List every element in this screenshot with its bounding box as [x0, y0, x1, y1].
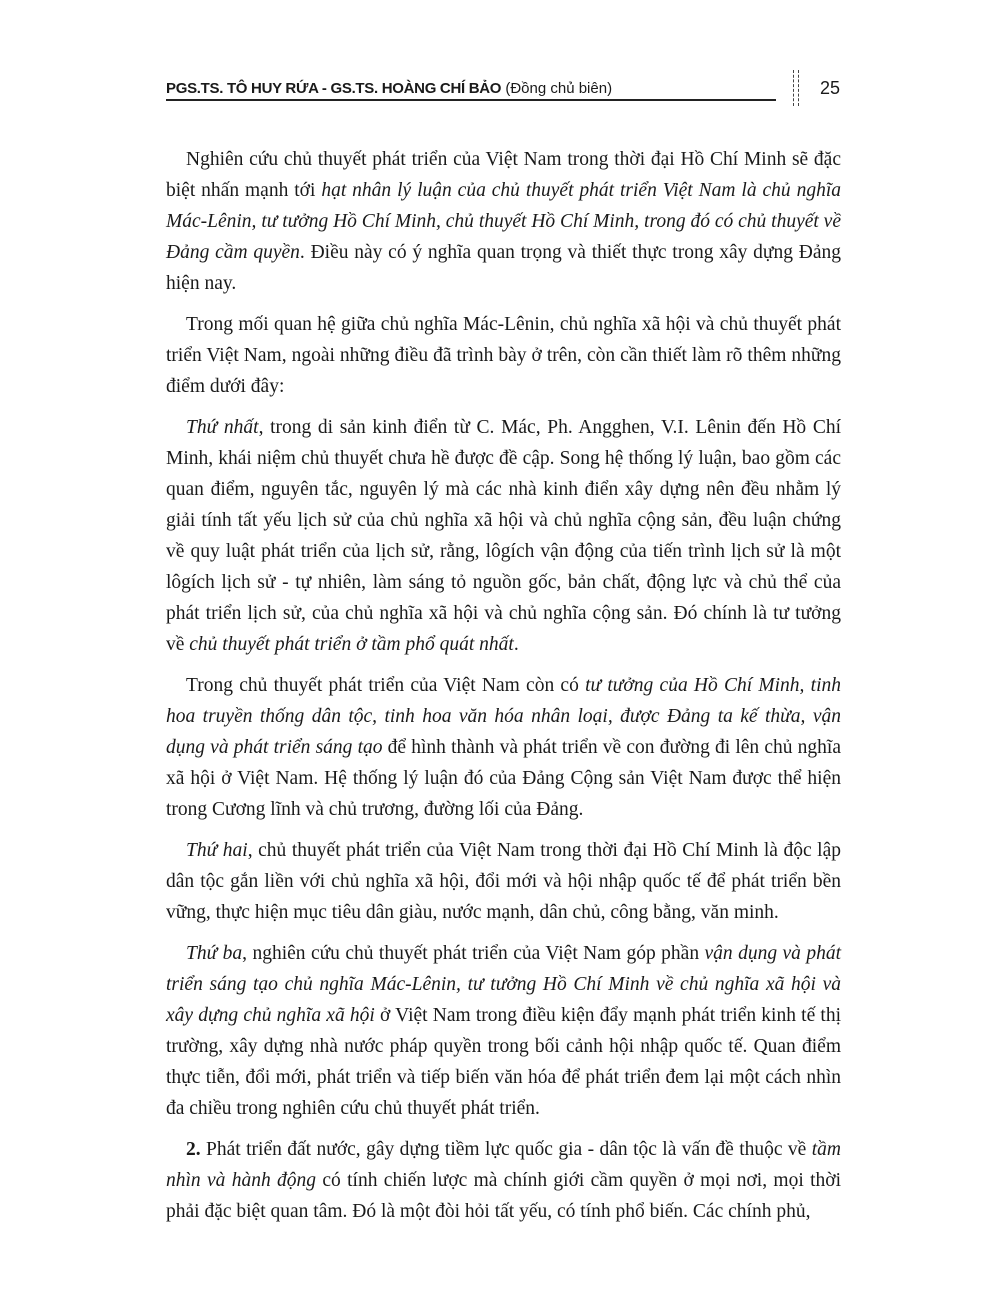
italic-text: Thứ hai [186, 840, 248, 861]
running-header [166, 80, 776, 101]
italic-text: hạt nhân lý luận của chủ thuyết phát triển Việt Nam là chủ nghĩa Mác-Lênin, tư tưởng Hồ Chí Minh, chủ thuyết Hồ Chí Minh, trong đó có chủ thuyết về Đảng cầm quyền [166, 180, 841, 263]
paragraph [166, 938, 841, 1124]
italic-text: Thứ nhất [186, 417, 259, 438]
paragraph [166, 144, 841, 299]
text: , nghiên cứu chủ thuyết phát triển của Việt Nam góp phần [242, 943, 705, 964]
header-role: (Đồng chủ biên) [505, 80, 613, 97]
italic-text: vận dụng và phát triển sáng tạo chủ nghĩa Mác-Lênin, tư tưởng Hồ Chí Minh về chủ nghĩa xã hội và xây dựng chủ nghĩa xã hội [166, 943, 842, 1026]
page-number: 25 [820, 78, 841, 98]
paragraph [166, 835, 841, 928]
text: Trong chủ thuyết phát triển của Việt Nam còn có [186, 675, 586, 696]
text: có tính chiến lược mà chính giới cầm quyền ở mọi nơi, mọi thời phải đặc biệt quan tâm. Đó là một đòi hỏi tất yếu, có tính phổ biến. Các chính phủ, [166, 1170, 841, 1222]
paragraph [166, 1134, 841, 1227]
text: , trong di sản kinh điển từ C. Mác, Ph. Angghen, V.I. Lênin đến Hồ Chí Minh, khái niệm chủ thuyết chưa hề được đề cập. Song hệ thống lý luận, bao gồm các quan điểm, nguyên tắc, nguyên lý mà các nhà kinh điển xây dựng nên đều nhằm lý giải tính tất yếu lịch sử của chủ nghĩa xã hội và chủ nghĩa cộng sản, đều luận chứng về quy luật phát triển của lịch sử, rằng, lôgích vận động của tiến trình lịch sử là một lôgích lịch sử - tự nhiên, làm sáng tỏ nguồn gốc, bản chất, động lực và chủ thể của phát triển lịch sử, của chủ nghĩa xã hội và chủ nghĩa cộng sản. Đó chính là tư tưởng về [166, 417, 841, 655]
bold-text: 2. [186, 1139, 201, 1160]
text: Nghiên cứu chủ thuyết phát triển của Việt Nam trong thời đại Hồ Chí Minh sẽ đặc biệt nhấn mạnh tới [166, 149, 841, 201]
text: ở Việt Nam trong điều kiện đẩy mạnh phát triển kinh tế thị trường, xây dựng nhà nước pháp quyền trong bối cảnh hội nhập quốc tế. Quan điểm thực tiễn, đổi mới, phát triển và tiếp biến văn hóa để phát triển đem lại một cách nhìn đa chiều trong nghiên cứu chủ thuyết phát triển. [166, 1005, 842, 1119]
text: để hình thành và phát triển về con đường đi lên chủ nghĩa xã hội ở Việt Nam. Hệ thống lý luận đó của Đảng Cộng sản Việt Nam được thể hiện trong Cương lĩnh và chủ trương, đường lối của Đảng. [166, 737, 841, 820]
body-text [166, 144, 841, 1237]
italic-text: Thứ ba [186, 943, 243, 964]
italic-text: tầm nhìn và hành động [166, 1139, 841, 1191]
italic-text: tư tưởng của Hồ Chí Minh, tinh hoa truyền thống dân tộc, tinh hoa văn hóa nhân loại, được Đảng ta kế thừa, vận dụng và phát triển sáng tạo [166, 675, 841, 758]
text: , chủ thuyết phát triển của Việt Nam trong thời đại Hồ Chí Minh là độc lập dân tộc gắn liền với chủ nghĩa xã hội, đổi mới và hội nhập quốc tế để phát triển bền vững, thực hiện mục tiêu dân giàu, nước mạnh, dân chủ, công bằng, văn minh. [166, 840, 841, 923]
header-authors: PGS.TS. TÔ HUY RỨA - GS.TS. HOÀNG CHÍ BẢO [166, 80, 502, 97]
paragraph [166, 412, 841, 660]
text: . Điều này có ý nghĩa quan trọng và thiết thực trong xây dựng Đảng hiện nay. [166, 242, 841, 294]
text: Phát triển đất nước, gây dựng tiềm lực quốc gia - dân tộc là vấn đề thuộc về [200, 1139, 812, 1160]
paragraph [166, 670, 841, 825]
text: . [513, 634, 519, 655]
italic-text: chủ thuyết phát triển ở tầm phổ quát nhất [189, 634, 514, 655]
paragraph [166, 309, 841, 402]
header-divider-marks [793, 70, 799, 106]
text: Trong mối quan hệ giữa chủ nghĩa Mác-Lênin, chủ nghĩa xã hội và chủ thuyết phát triển Việt Nam, ngoài những điều đã trình bày ở trên, còn cần thiết làm rõ thêm những điểm dưới đây: [166, 314, 841, 397]
